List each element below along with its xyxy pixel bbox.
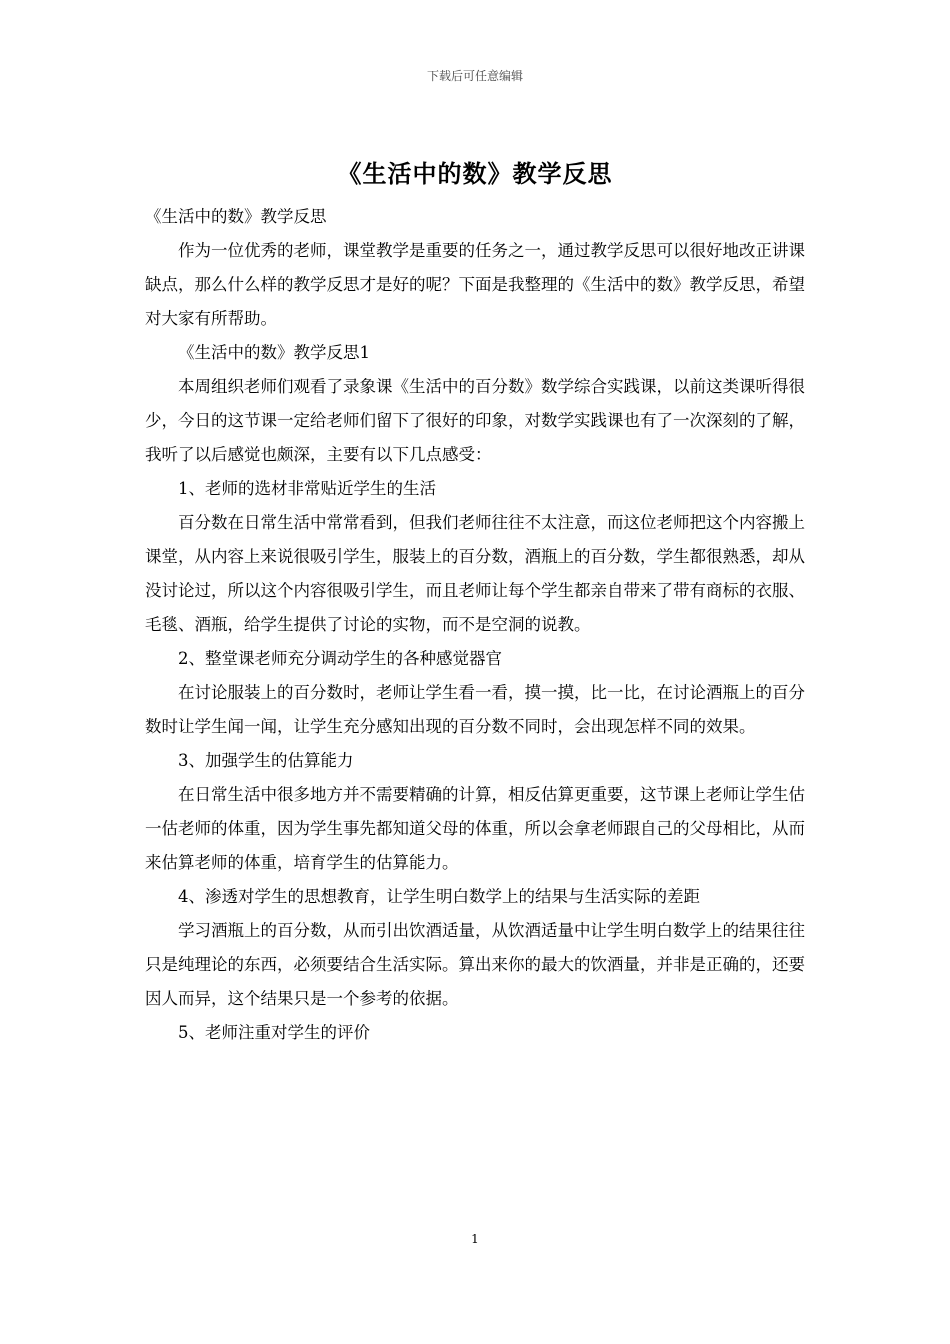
paragraph-body: 在讨论服装上的百分数时，老师让学生看一看，摸一摸，比一比，在讨论酒瓶上的百分数时让学生闻一闻，让学生充分感知出现的百分数不同时，会出现怎样不同的效果。 (145, 683, 805, 736)
paragraph-body: 本周组织老师们观看了录象课《生活中的百分数》数学综合实践课，以前这类课听得很少，今日的这节课一定给老师们留下了很好的印象，对数学实践课也有了一次深刻的了解，我听了以后感觉也颇深，主要有以下几点感受： (145, 377, 805, 464)
paragraph-body: 学习酒瓶上的百分数，从而引出饮酒适量，从饮酒适量中让学生明白数学上的结果往往只是纯理论的东西，必须要结合生活实际。算出来你的最大的饮酒量，并非是正确的，还要因人而异，这个结果只是一个参考的依据。 (145, 921, 805, 1008)
document-body (145, 200, 807, 1050)
paragraph-point-1: 1、老师的选材非常贴近学生的生活 (178, 479, 436, 498)
paragraph-body: 百分数在日常生活中常常看到，但我们老师往往不太注意，而这位老师把这个内容搬上课堂，从内容上来说很吸引学生，服装上的百分数，酒瓶上的百分数，学生都很熟悉，却从没讨论过，所以这个内容很吸引学生，而且老师让每个学生都亲自带来了带有商标的衣服、毛毯、酒瓶，给学生提供了讨论的实物，而不是空洞的说教。 (145, 513, 805, 634)
paragraph-point-2: 2、整堂课老师充分调动学生的各种感觉器官 (178, 649, 502, 668)
paragraph-subtitle: 《生活中的数》教学反思 (145, 207, 327, 226)
paragraph-point-3: 3、加强学生的估算能力 (178, 751, 354, 770)
document-title: 《生活中的数》教学反思 (337, 159, 613, 188)
header-note: 下载后可任意编辑 (426, 69, 523, 83)
paragraph-point-5: 5、老师注重对学生的评价 (178, 1023, 370, 1042)
paragraph-section-heading: 《生活中的数》教学反思1 (178, 343, 370, 362)
paragraph-intro: 作为一位优秀的老师，课堂教学是重要的任务之一，通过教学反思可以很好地改正讲课缺点，那么什么样的教学反思才是好的呢？下面是我整理的《生活中的数》教学反思，希望对大家有所帮助。 (145, 241, 805, 328)
page-number: 1 (471, 1232, 479, 1246)
paragraph-body: 在日常生活中很多地方并不需要精确的计算，相反估算更重要，这节课上老师让学生估一估老师的体重，因为学生事先都知道父母的体重，所以会拿老师跟自己的父母相比，从而来估算老师的体重，培育学生的估算能力。 (145, 785, 805, 872)
paragraph-point-4: 4、渗透对学生的思想教育，让学生明白数学上的结果与生活实际的差距 (178, 887, 700, 906)
